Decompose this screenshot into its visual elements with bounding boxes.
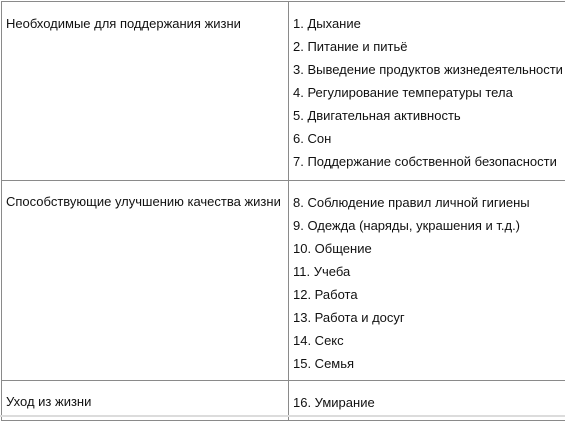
list-item: 9. Одежда (наряды, украшения и т.д.) [289,216,565,239]
list-item: 16. Умирание [289,393,565,416]
list-item: 4. Регулирование температуры тела [289,83,565,106]
list-item: 14. Секс [289,331,565,354]
items-cell [289,181,565,381]
items-cell [289,2,565,181]
list-item: 11. Учеба [289,262,565,285]
table-row [2,181,565,381]
list-item: 6. Сон [289,129,565,152]
list-item: 12. Работа [289,285,565,308]
category-label: Уход из жизни [6,394,91,409]
list-item: 3. Выведение продуктов жизнедеятельности [289,60,565,83]
category-cell [2,181,289,381]
list-item: 10. Общение [289,239,565,262]
list-item: 7. Поддержание собственной безопасности [289,152,565,175]
category-label: Необходимые для поддержания жизни [6,16,241,31]
list-item: 2. Питание и питьё [289,37,565,60]
list-item: 1. Дыхание [289,14,565,37]
category-cell [2,2,289,181]
list-item: 15. Семья [289,354,565,377]
category-label: Способствующие улучшению качества жизни [6,194,281,209]
list-item: 5. Двигательная активность [289,106,565,129]
needs-table [1,1,565,421]
table-row [2,2,565,181]
list-item: 8. Соблюдение правил личной гигиены [289,193,565,216]
list-item: 13. Работа и досуг [289,308,565,331]
